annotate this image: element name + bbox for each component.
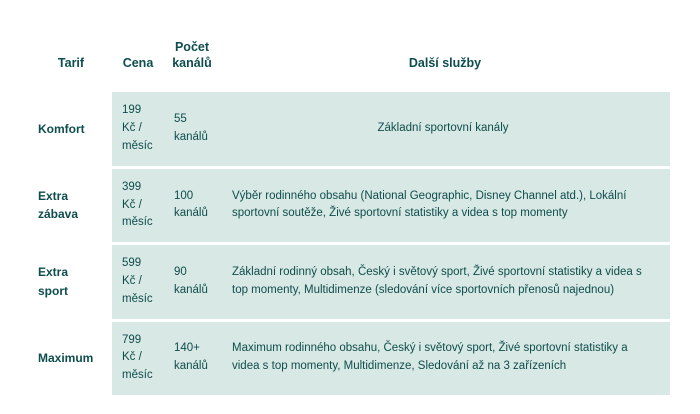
cell-cena [112,244,164,320]
cena-unit-line2: měsíc [122,292,153,305]
column-header-dalsi-sluzby: Další služby [220,34,670,91]
cena-unit-line2: měsíc [122,216,153,229]
column-header-pocet-kanalu-line2: kanálů [172,55,212,70]
cena-unit-line2: měsíc [122,139,153,152]
cena-unit-line1: Kč / [122,198,142,211]
cell-dalsi-sluzby: Výběr rodinného obsahu (National Geographic, Disney Channel atd.), Lokální sportovní soutěže, Živé sportovní statistiky a videa s top momenty [220,167,670,243]
kanaly-count: 140+ [174,342,200,355]
cell-tarif: Maximum [30,320,112,396]
kanaly-count: 100 [174,189,194,202]
cell-pocet-kanalu [164,244,220,320]
cell-tarif [30,244,112,320]
table-row [30,244,670,320]
cena-amount: 599 [122,257,142,270]
cell-pocet-kanalu [164,167,220,243]
cell-cena [112,167,164,243]
cell-pocet-kanalu [164,91,220,167]
cena-unit-line1: Kč / [122,122,142,135]
table-row [30,167,670,243]
cell-tarif-line2: zábava [38,207,79,222]
cell-cena [112,91,164,167]
kanaly-count: 55 [174,113,187,126]
cena-unit-line1: Kč / [122,351,142,364]
cena-amount: 799 [122,333,142,346]
column-header-tarif: Tarif [30,34,112,91]
column-header-pocet-kanalu [164,34,220,91]
kanaly-unit: kanálů [174,207,208,220]
cell-dalsi-sluzby: Základní rodinný obsah, Český i světový sport, Živé sportovní statistiky a videa s top momenty, Multidimenze (sledování více sportovních přenosů najednou) [220,244,670,320]
table-body [30,91,670,397]
cena-unit-line2: měsíc [122,369,153,382]
tariff-table [30,34,670,398]
cena-unit-line1: Kč / [122,274,142,287]
kanaly-unit: kanálů [174,360,208,373]
table-header-row [30,34,670,91]
cell-tarif: Komfort [30,91,112,167]
cell-dalsi-sluzby: Maximum rodinného obsahu, Český i světový sport, Živé sportovní statistiky a videa s top momenty, Multidimenze, Sledování až na 3 zařízeních [220,320,670,396]
table-row [30,91,670,167]
cell-cena [112,320,164,396]
column-header-pocet-kanalu-line1: Počet [174,40,210,54]
kanaly-count: 90 [174,266,187,279]
cena-amount: 399 [122,180,142,193]
cell-tarif-line1: Extra [38,265,69,280]
cena-amount: 199 [122,104,142,117]
column-header-cena: Cena [112,34,164,91]
cell-pocet-kanalu [164,320,220,396]
cell-tarif-line2: sport [38,283,68,298]
table-header [30,34,670,91]
cell-dalsi-sluzby: Základní sportovní kanály [220,91,670,167]
kanaly-unit: kanálů [174,283,208,296]
kanaly-unit: kanálů [174,130,208,143]
cell-tarif [30,167,112,243]
cell-tarif-line1: Extra [38,188,69,203]
table-row [30,320,670,396]
